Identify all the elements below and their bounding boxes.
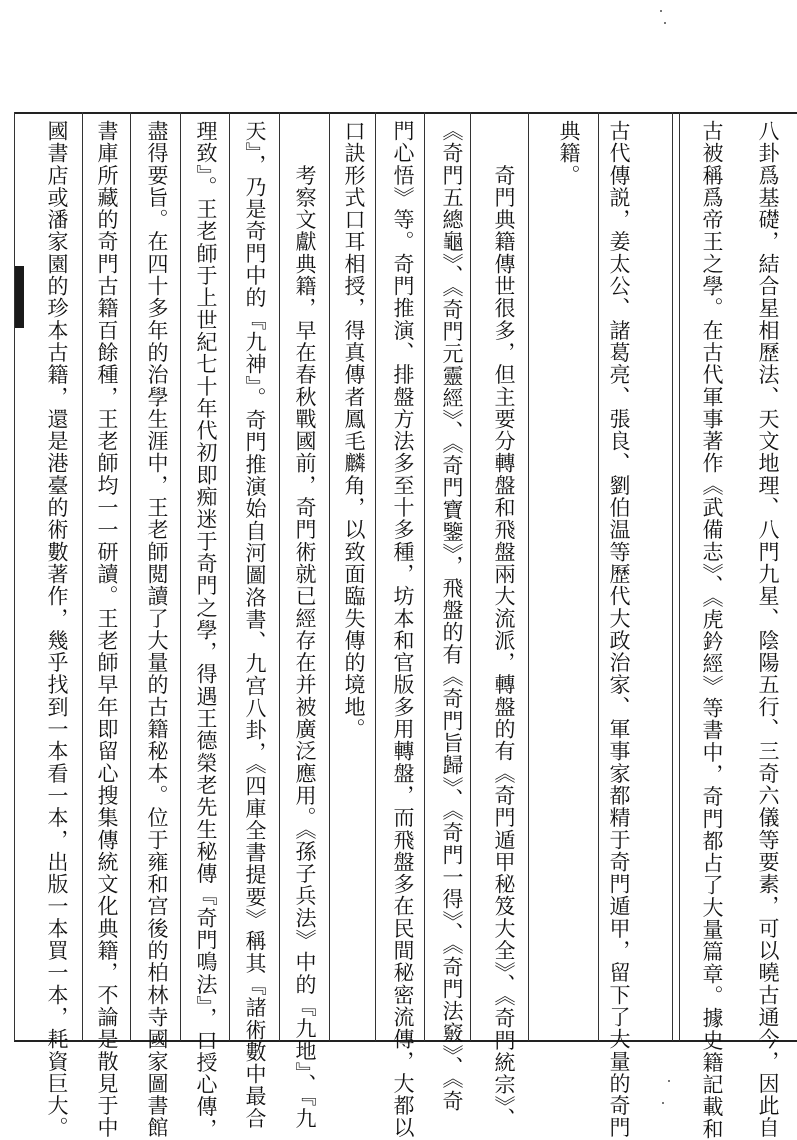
column-rule xyxy=(14,112,15,1041)
text-column-7: 門心悟》等。奇門推演、排盤方法多至十多種，坊本和官版多用轉盤，而飛盤多在民間秘密流傳，大都以 xyxy=(391,120,415,1139)
column-rule xyxy=(528,112,529,1041)
text-column-12: 盡得要旨。在四十多年的治學生涯中，王老師閲讀了大量的古籍秘本。位于雍和宫後的柏林寺國家圖書館 xyxy=(145,120,169,1139)
text-column-10: 天』，乃是奇門中的『九神』。奇門推演始自河圖洛書、九宫八卦，《四庫全書提要》稱其『諸術數中最合 xyxy=(243,120,267,1130)
scan-speck xyxy=(660,10,662,12)
column-rule xyxy=(279,112,280,1041)
column-rule xyxy=(424,112,425,1041)
column-rule xyxy=(82,112,83,1041)
text-column-2: 古被稱爲帝王之學。在古代軍事著作《武備志》、《虎鈐經》等書中，奇門都占了大量篇章。據史籍記載和 xyxy=(700,120,724,1140)
column-rule xyxy=(229,112,230,1041)
text-column-8: 口訣形式口耳相授，得真傳者鳳毛麟角，以致面臨失傳的境地。 xyxy=(342,120,366,741)
column-rule xyxy=(598,112,599,1041)
text-column-13: 書庫所藏的奇門古籍百餘種，王老師均一一研讀。王老師早年即留心搜集傳統文化典籍，不論是散見于中 xyxy=(95,120,119,1139)
text-column-14: 國書店或潘家園的珍本古籍，還是港臺的術數著作，幾乎找到一本看一本，出版一本買一本，耗資巨大。 xyxy=(45,120,69,1139)
column-rule xyxy=(375,112,376,1041)
text-column-4: 典籍。 xyxy=(557,120,581,187)
scan-speck xyxy=(664,22,666,24)
text-column-11: 理致』。王老師于上世紀七十年代初即痴迷于奇門之學，得遇王德榮老先生秘傳『奇門鳴法』，口授心傳， xyxy=(194,120,218,1140)
scan-speck xyxy=(668,1080,670,1082)
previous-page-section xyxy=(679,116,797,1140)
column-rule xyxy=(180,112,181,1041)
text-column-9: 考察文獻典籍，早在春秋戰國前，奇門術就已經存在并被廣泛應用。《孫子兵法》中的『九地』、『九 xyxy=(293,120,317,1130)
text-column-5: 奇門典籍傳世很多，但主要分轉盤和飛盤兩大流派，轉盤的有《奇門遁甲秘笈大全》、《奇門統宗》、 xyxy=(492,120,516,1130)
column-rule xyxy=(470,112,471,1041)
column-rule xyxy=(329,112,330,1041)
text-column-6: 《奇門五總龜》、《奇門元靈經》、《奇門寶鑒》，飛盤的有《奇門旨歸》、《奇門一得》、《奇門法竅》、《奇 xyxy=(440,120,464,1112)
binding-mark xyxy=(14,266,24,328)
text-column-1: 八卦爲基礎，結合星相歷法、天文地理、八門九星、陰陽五行、三奇六儀等要素，可以曉古通今，因此自 xyxy=(756,120,780,1139)
scan-speck xyxy=(662,1102,664,1104)
column-rule xyxy=(130,112,131,1041)
text-column-3: 古代傳説，姜太公、諸葛亮、張良、劉伯温等歷代大政治家、軍事家都精于奇門遁甲，留下了大量的奇門 xyxy=(607,120,631,1139)
column-rule xyxy=(672,112,673,1041)
